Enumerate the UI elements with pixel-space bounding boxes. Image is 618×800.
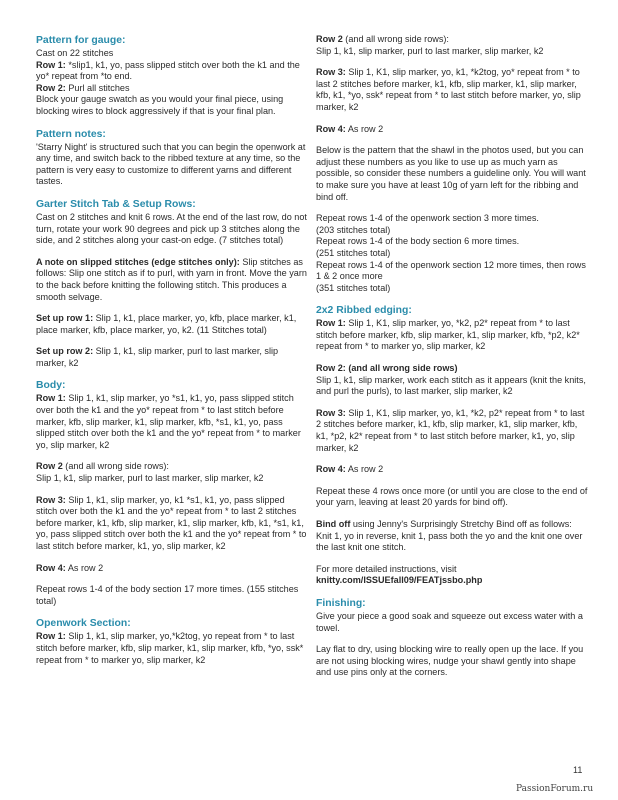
body-row-3: [36, 495, 308, 553]
body-row-4: [36, 563, 308, 575]
row-label: Row 3:: [316, 67, 346, 78]
notes-text: 'Starry Night' is structured such that you can begin the openwork at any time, and switch back to the ribbed texture at any time, so the pattern is very easy to customize to different yarns and different tastes.: [36, 141, 306, 187]
body-repeat: Repeat rows 1-4 of the body section 17 more times. (155 stitches total): [36, 584, 299, 606]
row-label: Row 1:: [36, 393, 66, 404]
row-label: Row 2:: [36, 82, 66, 93]
row-label: Set up row 2:: [36, 346, 94, 357]
right-column: [316, 34, 588, 679]
row-text: Slip 1, k1, place marker, yo, kfb, place marker, k1, place marker, kfb, place marker, yo, k2. (11 Stitches total): [36, 313, 297, 335]
body-row-2-line: Slip 1, k1, slip marker, purl to last marker, slip marker, k2: [36, 473, 264, 484]
link-text[interactable]: knitty.com/ISSUEfall09/FEATjssbo.php: [316, 575, 483, 586]
row-text: Purl all stitches: [65, 82, 130, 93]
gauge-row-2: [36, 83, 308, 95]
openwork-row-2-line: Slip 1, k1, slip marker, purl to last marker, slip marker, k2: [316, 45, 544, 56]
setup-row-1: [36, 313, 308, 336]
row-label: Row 2: (and all wrong side rows): [316, 363, 458, 374]
row-text: Slip 1, K1, slip marker, yo, k1, *k2tog, yo* repeat from * to last 2 stitches before marker, k1, kfb, slip marker, k1, slip marker, kfb, k1, *yo, ssk* repeat from * to last stitch before marker, yo, slip marker, k2: [316, 67, 581, 112]
body-row-2: [36, 461, 308, 473]
gauge-heading: Pattern for gauge:: [36, 35, 126, 46]
more-info: For more detailed instructions, visit: [316, 563, 457, 574]
row-label: Row 1:: [36, 631, 66, 642]
bind-off: [316, 519, 588, 554]
row-text: As row 2: [65, 562, 104, 573]
openwork-row-4: [316, 124, 588, 136]
row-text: Slip 1, k1, slip marker, yo *s1, k1, yo, pass slipped stitch over both the k1 and the yo* repeat from * to last stitch before marker, kfb, slip marker, k1, slip marker, kfb, *s1, k1, yo, pass slipped stitch over both the k1 and the yo* repeat from * to marker yo, slip marker, k2: [36, 393, 301, 450]
openwork-row-3: [316, 67, 588, 113]
repeat-2-total: (251 stitches total): [316, 247, 391, 258]
notes-heading: Pattern notes:: [36, 128, 106, 140]
left-column: [36, 34, 308, 666]
page-number: 11: [573, 765, 583, 775]
row-text: Slip 1, k1, slip marker, yo,*k2tog, yo repeat from * to last stitch before marker, kfb, slip marker, k1, slip marker, kfb, *yo, ssk* repeat from * to marker yo, slip marker, k2: [36, 631, 304, 665]
shawl-note: Below is the pattern that the shawl in the photos used, but you can adjust these numbers as you like to use up as much yarn as possible, so consider these numbers a guideline only. You will want to make sure you have at least 10g of yarn left for the ribbing and bind off.: [316, 145, 586, 202]
slipped-note: [36, 257, 308, 303]
row-text: Slip 1, K1, slip marker, yo, *k2, p2* repeat from * to last stitch before marker, kfb, slip marker, k1, slip marker, kfb, *p2, k2* repeat from * to marker yo, slip marker, k2: [316, 318, 580, 352]
row-text: *slip1, k1, yo, pass slipped stitch over both the k1 and the yo* repeat from *to end.: [36, 59, 300, 82]
garter-text: Cast on 2 stitches and knit 6 rows. At the end of the last row, do not turn, rotate your work 90 degrees and pick up 3 stitches along the side, and 2 stitches along your cast-on edge. (7 stitches total): [36, 211, 307, 246]
row-label: Row 1:: [36, 59, 66, 70]
row-label: Row 4:: [316, 123, 346, 134]
repeat-2: Repeat rows 1-4 of the body section 6 more times.: [316, 236, 520, 247]
row-text: As row 2: [345, 123, 384, 134]
finishing-text-2: Lay flat to dry, using blocking wire to really open up the lace. If you are not using blocking wires, nudge your shawl gently into shape and use pins only at the corners.: [316, 644, 584, 678]
row-label: Set up row 1:: [36, 313, 94, 324]
gauge-block: Block your gauge swatch as you would your final piece, using blocking wires to block aggressively if that is your final plan.: [36, 94, 284, 116]
row-label: Row 4:: [36, 562, 66, 573]
gauge-row-1: [36, 60, 308, 83]
bind-text: using Jenny's Surprisingly Stretchy Bind off as follows: Knit 1, yo in reverse, knit 1, pass both the yo and the knit one over the last knit one stitch.: [316, 519, 583, 553]
rib-row-4: [316, 464, 588, 476]
repeat-1: Repeat rows 1-4 of the openwork section 3 more times.: [316, 213, 539, 224]
more-info-link[interactable]: [316, 575, 588, 587]
rib-row-3: [316, 408, 588, 454]
openwork-heading: Openwork Section:: [36, 618, 131, 630]
row-text: Slip 1, k1, slip marker, yo, k1 *s1, k1, yo, pass slipped stitch over both the k1 and the yo* repeat from * to last 2 stitches before marker, k1, kfb, slip marker, k1, slip marker, kfb, k1, *s1, k1, yo, pass slipped stitch over both the k1 and the yo* repeat from * to last stitch before marker, k1, yo, slip marker, k2: [36, 494, 307, 551]
setup-row-2: [36, 346, 308, 369]
garter-heading: Garter Stitch Tab & Setup Rows:: [36, 198, 196, 210]
row-text: (and all wrong side rows):: [62, 461, 169, 472]
watermark: PassionForum.ru: [516, 784, 594, 794]
repeat-3: Repeat rows 1-4 of the openwork section 12 more times, then rows 1 & 2 once more: [316, 259, 586, 282]
row-label: Row 3:: [316, 407, 346, 418]
note-text: Slip stitches as follows: Slip one stitch as if to purl, with yarn in front. Move the yarn to the back before knitting the following stitch. This produces a smooth selvage.: [36, 256, 307, 302]
rib-repeat: Repeat these 4 rows once more (or until you are close to the end of your yarn, leaving at least 20 yards for bind off).: [316, 485, 588, 508]
openwork-row-2: [316, 34, 588, 46]
row-text: Slip 1, k1, slip marker, purl to last marker, slip marker, k2: [36, 346, 279, 368]
rib-row-2-label: [316, 363, 588, 375]
rib-row-1: [316, 318, 588, 353]
finishing-heading: Finishing:: [316, 597, 366, 609]
row-label: Row 3:: [36, 494, 66, 505]
row-label: Row 2: [316, 34, 343, 44]
openwork-row-1: [36, 631, 308, 666]
gauge-cast-on: Cast on 22 stitches: [36, 48, 114, 58]
body-heading: Body:: [36, 380, 66, 392]
row-text: As row 2: [345, 464, 384, 475]
row-label: Row 1:: [316, 318, 346, 329]
repeat-1-total: (203 stitches total): [316, 224, 391, 235]
rib-row-2: Slip 1, k1, slip marker, work each stitch as it appears (knit the knits, and purl the purls), to last marker, slip marker, k2: [316, 374, 586, 397]
row-text: (and all wrong side rows):: [342, 34, 449, 44]
note-label: A note on slipped stitches (edge stitches only):: [36, 256, 240, 267]
row-label: Row 2: [36, 461, 63, 472]
body-row-1: [36, 393, 308, 451]
repeat-3-total: (351 stitches total): [316, 282, 391, 293]
finishing-text-1: Give your piece a good soak and squeeze out excess water with a towel.: [316, 610, 583, 633]
bind-label: Bind off: [316, 519, 351, 529]
row-label: Row 4:: [316, 464, 346, 475]
rib-heading: 2x2 Ribbed edging:: [316, 305, 412, 317]
row-text: Slip 1, K1, slip marker, yo, k1, *k2, p2* repeat from * to last 2 stitches before marker, k1, kfb, slip marker, k1, slip marker, kfb, k1, *p2, k2* repeat from * to last stitch before marker, k1, yo, slip marker, k2: [316, 407, 585, 453]
